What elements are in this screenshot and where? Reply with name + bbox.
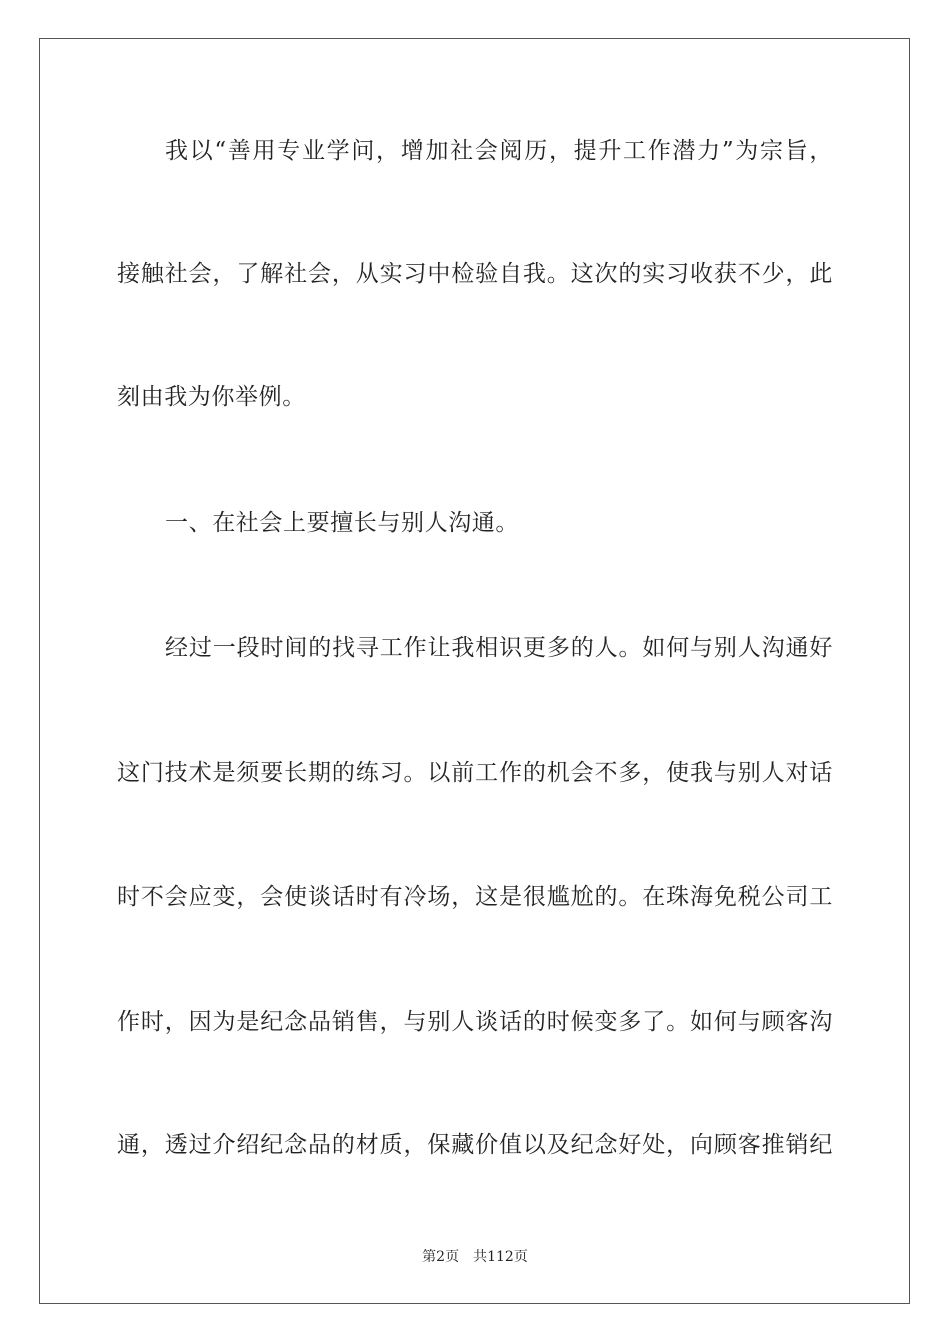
paragraph-3-line-3: 时不会应变，会使谈话时有冷场，这是很尴尬的。在珠海免税公司工: [117, 884, 833, 910]
page-footer: [0, 1248, 950, 1266]
paragraph-1-line-3: 刻由我为你举例。: [117, 384, 306, 410]
paragraph-1-line-2: 接触社会，了解社会，从实习中检验自我。这次的实习收获不少，此: [117, 261, 833, 287]
page-total: 共112页: [473, 1249, 528, 1265]
section-heading: 一、在社会上要擅长与别人沟通。: [165, 510, 519, 536]
paragraph-3-line-5: 通，透过介绍纪念品的材质，保藏价值以及纪念好处，向顾客推销纪: [117, 1132, 833, 1158]
page-number: 第2页: [422, 1249, 460, 1265]
paragraph-3-line-2: 这门技术是须要长期的练习。以前工作的机会不多，使我与别人对话: [117, 760, 833, 786]
paragraph-1-line-1: 我以“善用专业学问，增加社会阅历，提升工作潜力”为宗旨，: [165, 138, 833, 164]
page-border: [39, 38, 910, 1304]
paragraph-3-line-1: 经过一段时间的找寻工作让我相识更多的人。如何与别人沟通好: [165, 635, 833, 661]
paragraph-3-line-4: 作时，因为是纪念品销售，与别人谈话的时候变多了。如何与顾客沟: [117, 1009, 833, 1035]
